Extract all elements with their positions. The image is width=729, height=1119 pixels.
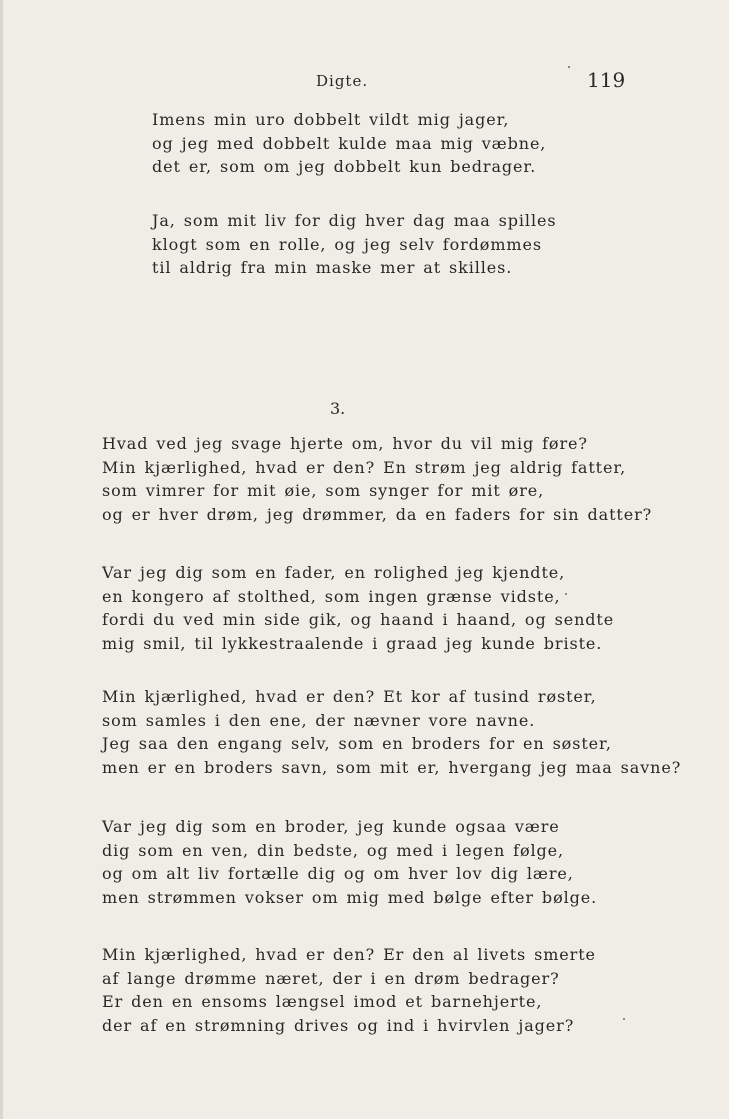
verse-line: men er en broders savn, som mit er, hvergang jeg maa savne? [102,757,682,777]
top-stanza-1 [152,108,546,179]
page-edge-shadow [0,0,3,1119]
verse-line: det er, som om jeg dobbelt kun bedrager. [152,157,537,176]
verse-line: klogt som en rolle, og jeg selv fordømmes [152,234,542,254]
verse-line: og er hver drøm, jeg drømmer, da en faders for sin datter? [102,504,653,524]
verse-line: Min kjærlighed, hvad er den? Er den al livets smerte [102,945,596,964]
verse-line: og om alt liv fortælle dig og om hver lov dig lære, [102,864,574,883]
verse-line: der af en strømning drives og ind i hvirvlen jager? [102,1015,575,1035]
verse-line: Var jeg dig som en broder, jeg kunde ogsaa være [102,817,560,836]
running-header: Digte. [316,72,369,90]
verse-line: Hvad ved jeg svage hjerte om, hvor du vil mig føre? [102,434,588,453]
verse-line: Var jeg dig som en fader, en rolighed jeg kjendte, [102,563,566,582]
verse-line: Imens min uro dobbelt vildt mig jager, [152,110,510,129]
top-stanza-2 [152,209,556,280]
section-number: 3. [330,399,346,418]
paper-speck [623,1018,625,1020]
section-stanza-3 [102,685,681,779]
verse-line: fordi du ved min side gik, og haand i haand, og sendte [102,610,615,629]
section-stanza-1 [102,432,652,526]
verse-line: af lange drømme næret, der i en drøm bedrager? [102,968,560,988]
verse-line: til aldrig fra min maske mer at skilles. [152,258,513,277]
section-stanza-5 [102,943,596,1037]
verse-line: som samles i den ene, der nævner vore navne. [102,710,536,730]
verse-line: Min kjærlighed, hvad er den? En strøm jeg aldrig fatter, [102,457,627,477]
page-number: 119 [587,68,626,92]
verse-line: og jeg med dobbelt kulde maa mig væbne, [152,133,547,153]
section-stanza-2 [102,561,614,655]
verse-line: Er den en ensoms længsel imod et barnehjerte, [102,992,543,1011]
verse-line: som vimrer for mit øie, som synger for mit øre, [102,481,545,500]
verse-line: en kongero af stolthed, som ingen grænse vidste, [102,586,561,606]
verse-line: Min kjærlighed, hvad er den? Et kor af tusind røster, [102,687,597,706]
verse-line: men strømmen vokser om mig med bølge efter bølge. [102,887,598,907]
verse-line: Jeg saa den engang selv, som en broders for en søster, [102,734,612,753]
verse-line: mig smil, til lykkestraalende i graad jeg kunde briste. [102,633,603,653]
verse-line: dig som en ven, din bedste, og med i legen følge, [102,840,565,860]
verse-line: Ja, som mit liv for dig hver dag maa spilles [152,211,557,230]
paper-speck [565,593,567,595]
section-stanza-4 [102,815,597,909]
paper-speck [568,66,570,68]
